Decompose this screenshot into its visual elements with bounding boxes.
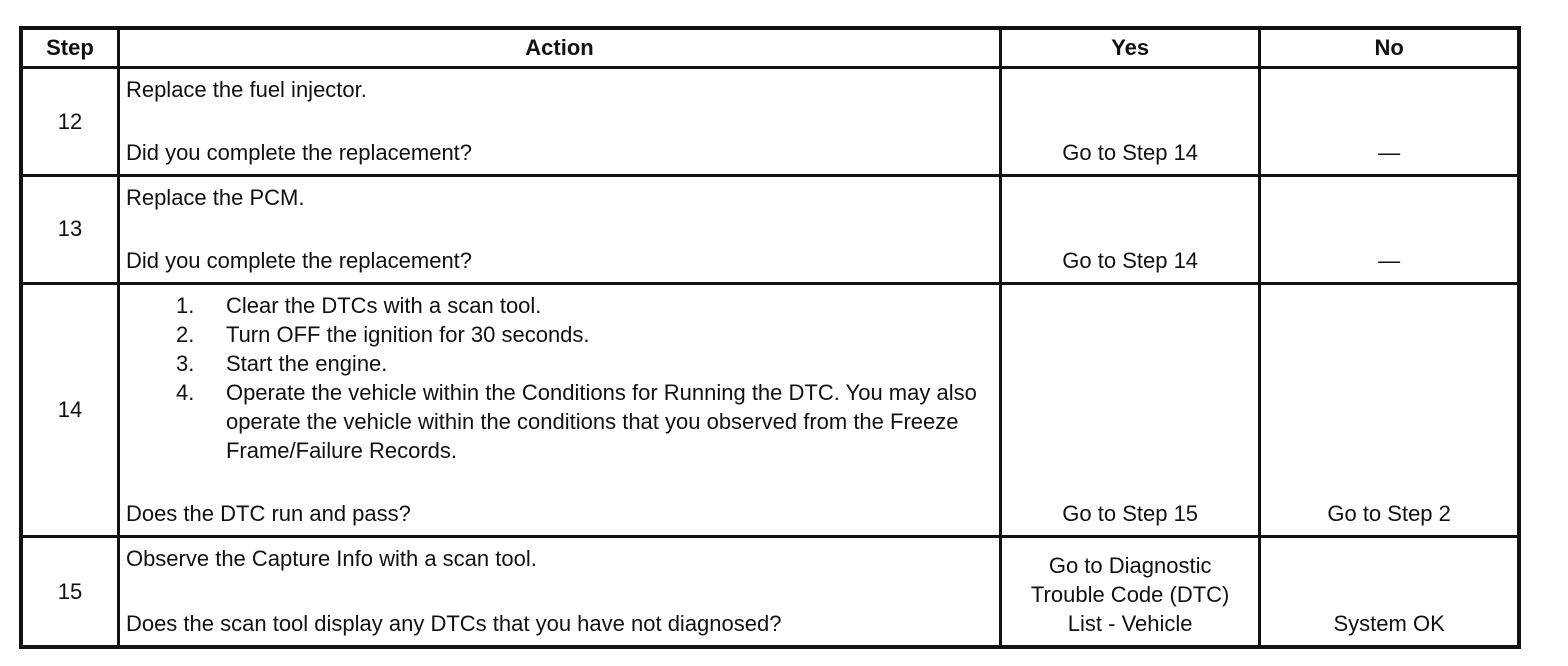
list-item [126,320,999,349]
header-yes: Yes [1001,28,1260,68]
action-text: Observe the Capture Info with a scan tool. [125,546,537,572]
action-cell [118,283,1000,537]
action-question: Does the scan tool display any DTCs that you have not diagnosed? [125,611,782,637]
step-number: 12 [21,68,118,176]
table-row-step-15 [21,537,1519,647]
table-row-step-12 [21,68,1519,176]
yes-result: Go to Step 14 [1062,140,1199,165]
header-step: Step [21,28,118,68]
no-result: — [1378,248,1401,274]
list-item-text: Operate the vehicle within the Conditions for Running the DTC. You may also operate the vehicle within the conditions that you observed from the Freeze Frame/Failure Records. [225,379,977,463]
list-item-number: 2. [175,321,195,347]
header-row [21,28,1519,68]
action-text: Replace the PCM. [125,185,305,211]
action-text: Replace the fuel injector. [125,77,367,102]
no-result: System OK [1333,611,1445,637]
action-cell [118,537,1000,647]
action-cell [118,176,1000,283]
action-cell [118,68,1000,176]
list-item [126,349,999,378]
step-number: 13 [21,176,118,283]
no-cell [1260,176,1519,283]
no-result: — [1378,140,1401,165]
table-row-step-13 [21,176,1519,283]
action-question: Does the DTC run and pass? [125,500,411,526]
yes-cell [1001,537,1260,647]
list-item-text: Turn OFF the ignition for 30 seconds. [225,321,590,347]
no-cell [1260,537,1519,647]
no-result: Go to Step 2 [1327,500,1451,526]
yes-result: Go to Diagnostic Trouble Code (DTC) List - Vehicle [1030,553,1230,637]
yes-cell [1001,68,1260,176]
table-row-step-14 [21,283,1519,537]
list-item [126,291,999,320]
yes-result: Go to Step 14 [1062,248,1199,274]
step-number: 15 [21,537,118,647]
yes-result: Go to Step 15 [1062,500,1199,526]
no-cell [1260,283,1519,537]
list-item-text: Clear the DTCs with a scan tool. [225,292,542,318]
list-item-number: 4. [175,379,195,405]
step-number: 14 [21,283,118,537]
action-question: Did you complete the replacement? [125,248,473,274]
diagnostic-table [19,26,1521,649]
yes-cell [1001,283,1260,537]
list-item-number: 3. [175,350,195,376]
list-item [126,378,999,465]
header-no: No [1260,28,1519,68]
list-item-number: 1. [175,292,195,318]
yes-cell [1001,176,1260,283]
list-item-text: Start the engine. [225,350,388,376]
no-cell [1260,68,1519,176]
header-action: Action [118,28,1000,68]
action-question: Did you complete the replacement? [125,140,473,165]
procedure-list [126,291,999,465]
